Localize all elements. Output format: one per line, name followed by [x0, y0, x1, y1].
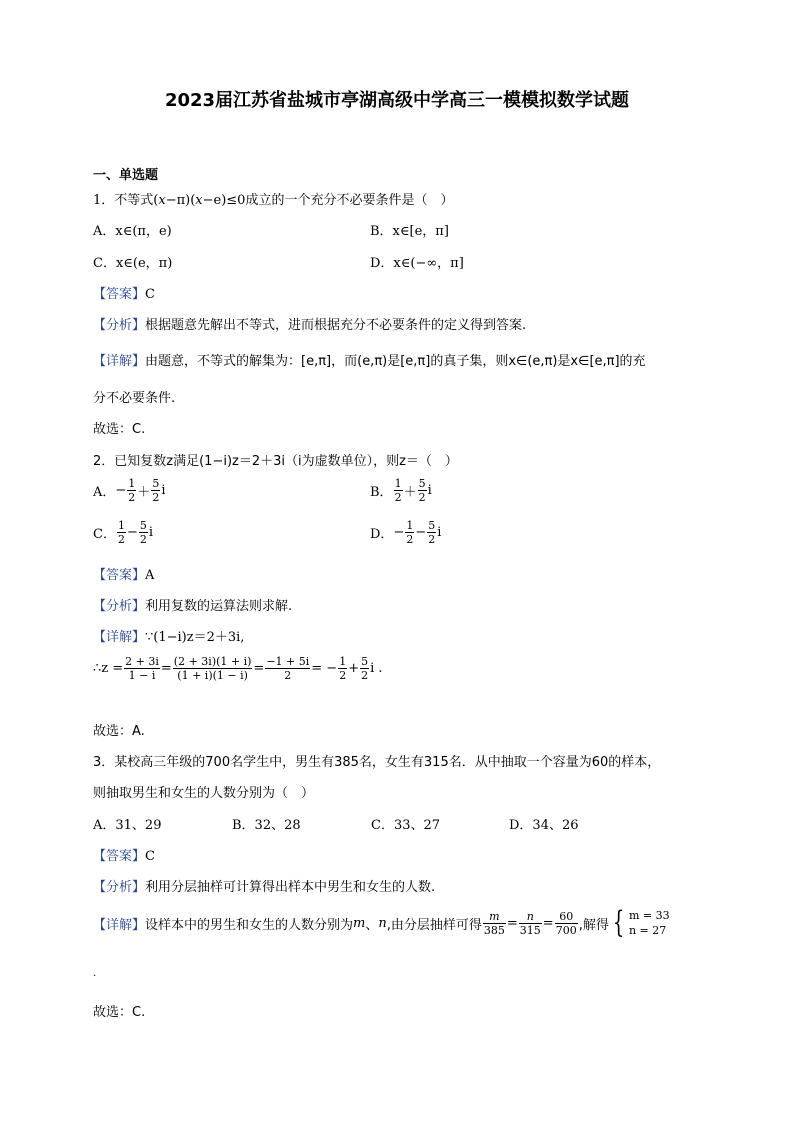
- detail-tag: 【详解】: [93, 917, 146, 933]
- fraction: [117, 520, 126, 545]
- option-label: B．: [370, 485, 393, 500]
- answer-tag: 【答案】: [93, 849, 146, 864]
- q2-option-a: [93, 478, 165, 503]
- analysis-tag: 【分析】: [93, 880, 146, 895]
- numerator: 2 + 3i: [125, 655, 159, 668]
- q1-detail-line: [93, 350, 646, 369]
- q1-answer-line: [93, 283, 155, 302]
- sign: −: [393, 525, 405, 540]
- denominator: 2: [152, 491, 160, 504]
- equals-sign: =: [506, 915, 518, 931]
- fraction: [124, 656, 160, 681]
- q2-stem: 2．已知复数z满足(1−i)z＝2＋3i（i为虚数单位），则z＝（ ）: [93, 454, 458, 469]
- q3-detail-text: ,解得: [578, 917, 609, 933]
- sign: −: [115, 483, 127, 498]
- q1-option-b: B．x∈[e，π]: [370, 224, 449, 239]
- q1-answer: C: [145, 287, 155, 302]
- q3-option-d: D．34、26: [509, 818, 579, 833]
- denominator: 2: [139, 533, 147, 546]
- q2-option-c: [93, 520, 153, 545]
- denominator: 2: [428, 533, 436, 546]
- detail-tag: 【详解】: [93, 630, 146, 645]
- denominator: 385: [483, 923, 505, 937]
- q1-option-d: D．x∈(−∞，π]: [370, 256, 464, 271]
- q3-option-c: C．33、27: [371, 818, 441, 833]
- denominator: 2: [418, 491, 426, 504]
- numerator: 5: [139, 519, 147, 532]
- numerator: m: [483, 911, 506, 924]
- q2-choose: 故选：A.: [93, 724, 145, 739]
- fraction: [418, 478, 427, 503]
- q2-option-d: [370, 520, 441, 545]
- q2-detail-line: [93, 626, 244, 645]
- denominator: 1 − i: [128, 669, 156, 682]
- solution-system: [609, 905, 670, 940]
- denominator: 315: [519, 923, 541, 937]
- fraction: [555, 911, 578, 936]
- equals-sign: = −: [311, 661, 338, 676]
- fraction: [427, 520, 436, 545]
- numerator: 1: [394, 477, 402, 490]
- q1-var-x: x: [195, 193, 203, 208]
- q3-detail-text: 设样本中的男生和女生的人数分别为: [145, 917, 354, 933]
- q2-equation: [93, 656, 383, 681]
- option-label: C．: [93, 527, 116, 542]
- page-title: 2023届江苏省盐城市亭湖高级中学高三一模模拟数学试题: [164, 90, 630, 111]
- equals-sign: =: [542, 915, 554, 931]
- fraction: [265, 656, 310, 681]
- fraction: [519, 911, 542, 936]
- q3-stem-cont: 则抽取男生和女生的人数分别为（ ）: [93, 786, 315, 801]
- q2-analysis: 利用复数的运算法则求解.: [145, 599, 293, 614]
- imag-unit: i: [161, 483, 166, 498]
- eq-lead: ∴z =: [93, 661, 124, 676]
- q3-answer-line: [93, 845, 155, 864]
- q2-answer: A: [145, 568, 155, 583]
- fraction: [151, 478, 160, 503]
- denominator: 2: [117, 533, 125, 546]
- numerator: n: [519, 911, 542, 924]
- sign: ＋: [137, 485, 151, 500]
- numerator: 5: [361, 655, 369, 668]
- q1-stem-part: −π)(: [165, 193, 196, 208]
- solution-m: m = 33: [628, 909, 670, 922]
- q3-dot: .: [93, 968, 97, 979]
- imag-unit: i: [427, 483, 432, 498]
- q2-option-b: [370, 478, 432, 503]
- analysis-tag: 【分析】: [93, 318, 146, 333]
- numerator: (2 + 3i)(1 + i): [173, 655, 252, 668]
- detail-tag: 【详解】: [93, 354, 146, 369]
- numerator: −1 + 5i: [266, 655, 310, 668]
- numerator: 5: [418, 477, 426, 490]
- numerator: 5: [152, 477, 160, 490]
- q2-answer-line: [93, 564, 154, 583]
- q3-answer: C: [145, 849, 155, 864]
- q1-stem-part: 1．不等式(: [93, 193, 159, 208]
- denominator: 2: [361, 669, 369, 682]
- equals-sign: =: [160, 661, 172, 676]
- denominator: 2: [394, 491, 402, 504]
- sign: −: [126, 525, 138, 540]
- numerator: 5: [428, 519, 436, 532]
- q3-analysis: 利用分层抽样可计算得出样本中男生和女生的人数.: [145, 880, 436, 895]
- q1-option-a: A．x∈(π，e): [93, 224, 172, 239]
- fraction: [360, 656, 369, 681]
- answer-tag: 【答案】: [93, 568, 146, 583]
- q1-detail-cont: 分不必要条件.: [93, 391, 176, 406]
- fraction: [173, 656, 253, 681]
- q1-analysis: 根据题意先解出不等式，进而根据充分不必要条件的定义得到答案.: [145, 318, 527, 333]
- q1-analysis-line: [93, 314, 526, 333]
- separator: 、: [365, 917, 379, 933]
- fraction: [405, 520, 414, 545]
- numerator: 1: [117, 519, 125, 532]
- equals-sign: =: [253, 661, 265, 676]
- solution-n: n = 27: [628, 924, 667, 937]
- q2-analysis-line: [93, 595, 292, 614]
- sign: −: [415, 525, 427, 540]
- analysis-tag: 【分析】: [93, 599, 146, 614]
- q3-detail-line: [93, 905, 670, 940]
- left-brace-icon: {: [612, 905, 625, 940]
- imag-unit: i .: [370, 661, 383, 676]
- imag-unit: i: [437, 525, 442, 540]
- denominator: 2: [128, 491, 136, 504]
- option-label: D．: [370, 527, 394, 542]
- denominator: 2: [284, 669, 292, 682]
- denominator: (1 + i)(1 − i): [177, 669, 248, 682]
- q1-choose: 故选：C.: [93, 422, 146, 437]
- numerator: 1: [128, 477, 136, 490]
- plus-sign: +: [348, 661, 360, 676]
- q2-detail: ∵(1−i)z＝2＋3i,: [145, 630, 245, 645]
- imag-unit: i: [148, 525, 154, 540]
- denominator: 2: [406, 533, 414, 546]
- numerator: 1: [406, 519, 414, 532]
- q3-detail-text: ,由分层抽样可得: [386, 917, 482, 933]
- option-label: A．: [93, 485, 116, 500]
- numerator: 60: [555, 911, 578, 924]
- q1-stem: [93, 189, 453, 208]
- q3-choose: 故选：C.: [93, 1005, 146, 1020]
- fraction: [483, 911, 506, 936]
- answer-tag: 【答案】: [93, 287, 146, 302]
- q1-stem-part: −e)≤0成立的一个充分不必要条件是（ ）: [202, 193, 454, 208]
- var-m: m: [353, 915, 366, 931]
- fraction: [338, 656, 347, 681]
- denominator: 700: [555, 923, 577, 937]
- numerator: 1: [339, 655, 347, 668]
- q3-option-b: B．32、28: [232, 818, 301, 833]
- q3-analysis-line: [93, 876, 435, 895]
- fraction: [139, 520, 148, 545]
- sign: ＋: [403, 485, 417, 500]
- fraction: [394, 478, 403, 503]
- denominator: 2: [339, 669, 347, 682]
- q1-detail: 由题意，不等式的解集为：[e,π]，而(e,π)是[e,π]的真子集，则x∈(e,π)是x∈[e,π]的充: [145, 354, 646, 369]
- q3-stem: 3．某校高三年级的700名学生中，男生有385名，女生有315名．从中抽取一个容量为60的样本，: [93, 755, 661, 770]
- var-n: n: [378, 915, 387, 931]
- q3-option-a: A．31、29: [93, 818, 162, 833]
- q1-var-x: x: [158, 193, 166, 208]
- q1-option-c: C．x∈(e，π): [93, 256, 173, 271]
- section-heading: 一、单选题: [93, 168, 159, 183]
- fraction: [127, 478, 136, 503]
